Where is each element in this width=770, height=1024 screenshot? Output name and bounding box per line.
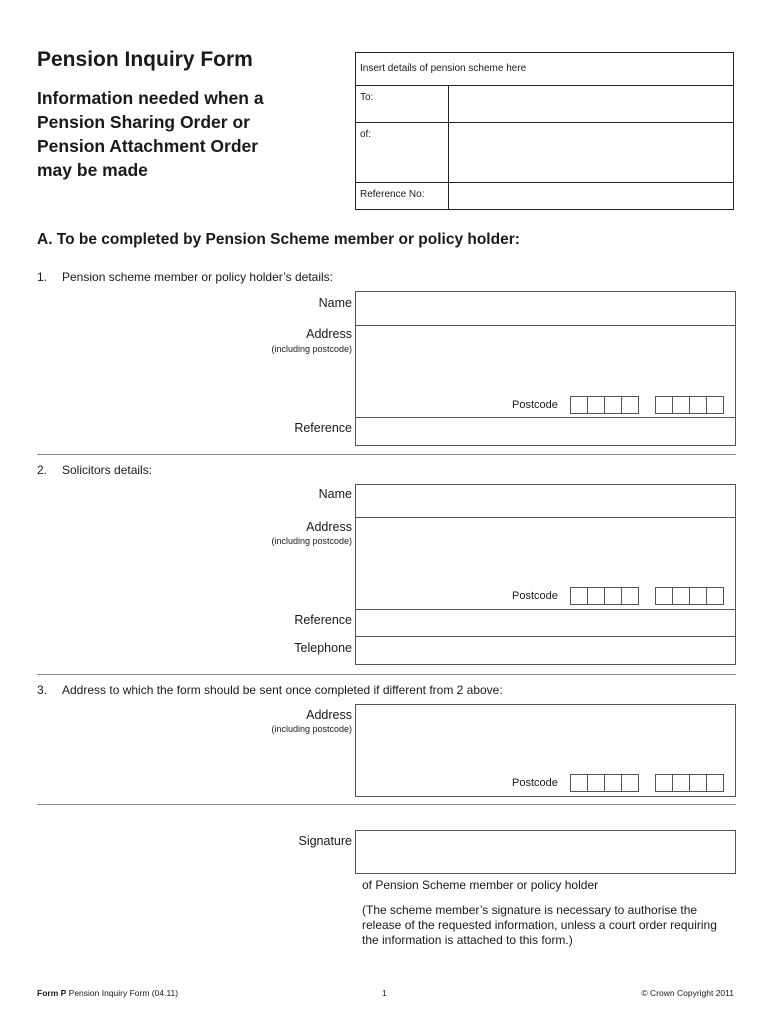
subtitle-line: Information needed when a (37, 88, 264, 108)
q3-postcode-outward[interactable] (571, 774, 639, 792)
subtitle-line: Pension Sharing Order or (37, 112, 250, 132)
q2-postcode-inward[interactable] (656, 587, 724, 605)
postcode-cell[interactable] (689, 774, 707, 792)
q1-postcode-inward[interactable] (656, 396, 724, 414)
footer-page-number: 1 (382, 988, 387, 998)
signature-note: (The scheme member’s signature is necessary to authorise the release of the requested information, unless a court order requiring the information is attached to this form.) (362, 903, 717, 947)
scheme-reference-field[interactable] (449, 183, 733, 210)
signature-field[interactable] (355, 830, 736, 874)
q1-text: Pension scheme member or policy holder’s details: (62, 270, 334, 284)
postcode-cell[interactable] (621, 587, 639, 605)
scheme-heading: Insert details of pension scheme here (360, 63, 527, 74)
q3-postcode-inward[interactable] (656, 774, 724, 792)
postcode-cell[interactable] (706, 774, 724, 792)
postcode-cell[interactable] (587, 396, 605, 414)
section-a-title: A. To be completed by Pension Scheme member or policy holder: (37, 231, 520, 248)
scheme-reference-label: Reference No: (360, 189, 425, 200)
postcode-cell[interactable] (604, 587, 622, 605)
postcode-cell[interactable] (706, 396, 724, 414)
q2-postcode-label: Postcode (512, 590, 558, 602)
q3-address-label: Address (306, 708, 352, 722)
q2-reference-field[interactable] (356, 610, 735, 636)
postcode-cell[interactable] (672, 587, 690, 605)
form-title: Pension Inquiry Form (37, 48, 253, 71)
postcode-cell[interactable] (655, 396, 673, 414)
q1-postcode-outward[interactable] (571, 396, 639, 414)
q1-address-note: (including postcode) (271, 344, 352, 354)
q1-address-field[interactable] (356, 326, 735, 390)
q1-name-label: Name (318, 296, 352, 310)
footer-form-id: Form P (37, 988, 67, 998)
divider (37, 454, 736, 455)
postcode-cell[interactable] (621, 396, 639, 414)
q3-text: Address to which the form should be sent once completed if different from 2 above: (62, 683, 503, 697)
scheme-details-box (355, 52, 734, 210)
q2-telephone-field[interactable] (356, 637, 735, 664)
postcode-cell[interactable] (604, 396, 622, 414)
divider (37, 674, 736, 675)
footer-form-name: Pension Inquiry Form (04.11) (68, 988, 179, 998)
postcode-cell[interactable] (570, 396, 588, 414)
q2-address-label: Address (306, 520, 352, 534)
q1-number: 1. (37, 270, 48, 284)
footer-form-label (37, 988, 178, 998)
q1-reference-label: Reference (294, 421, 352, 435)
q2-number: 2. (37, 463, 48, 477)
postcode-cell[interactable] (570, 774, 588, 792)
subtitle-line: Pension Attachment Order (37, 136, 259, 156)
postcode-cell[interactable] (672, 774, 690, 792)
q2-postcode-outward[interactable] (571, 587, 639, 605)
postcode-cell[interactable] (689, 587, 707, 605)
q2-name-label: Name (318, 487, 352, 501)
signature-caption: of Pension Scheme member or policy holder (362, 878, 599, 892)
postcode-cell[interactable] (621, 774, 639, 792)
footer-copyright: © Crown Copyright 2011 (641, 988, 734, 998)
form-subtitle (37, 86, 337, 182)
scheme-of-label: of: (360, 129, 372, 140)
q1-address-label: Address (306, 327, 352, 341)
q3-number: 3. (37, 683, 48, 697)
signature-label: Signature (298, 834, 352, 848)
q1-postcode-label: Postcode (512, 399, 558, 411)
q2-name-field[interactable] (356, 485, 735, 517)
postcode-cell[interactable] (570, 587, 588, 605)
q3-address-note: (including postcode) (271, 724, 352, 734)
q3-postcode-label: Postcode (512, 777, 558, 789)
q2-address-field[interactable] (356, 518, 735, 582)
q2-reference-label: Reference (294, 613, 352, 627)
postcode-cell[interactable] (655, 774, 673, 792)
scheme-to-field[interactable] (449, 86, 733, 122)
postcode-cell[interactable] (604, 774, 622, 792)
subtitle-line: may be made (37, 160, 148, 180)
q1-reference-field[interactable] (356, 418, 735, 445)
postcode-cell[interactable] (587, 774, 605, 792)
postcode-cell[interactable] (655, 587, 673, 605)
scheme-of-field[interactable] (449, 123, 733, 182)
postcode-cell[interactable] (587, 587, 605, 605)
q2-text: Solicitors details: (62, 463, 153, 477)
q2-address-note: (including postcode) (271, 536, 352, 546)
postcode-cell[interactable] (706, 587, 724, 605)
scheme-to-label: To: (360, 92, 374, 103)
q2-telephone-label: Telephone (294, 641, 352, 655)
postcode-cell[interactable] (672, 396, 690, 414)
divider (37, 804, 736, 805)
postcode-cell[interactable] (689, 396, 707, 414)
q1-name-field[interactable] (356, 292, 735, 325)
